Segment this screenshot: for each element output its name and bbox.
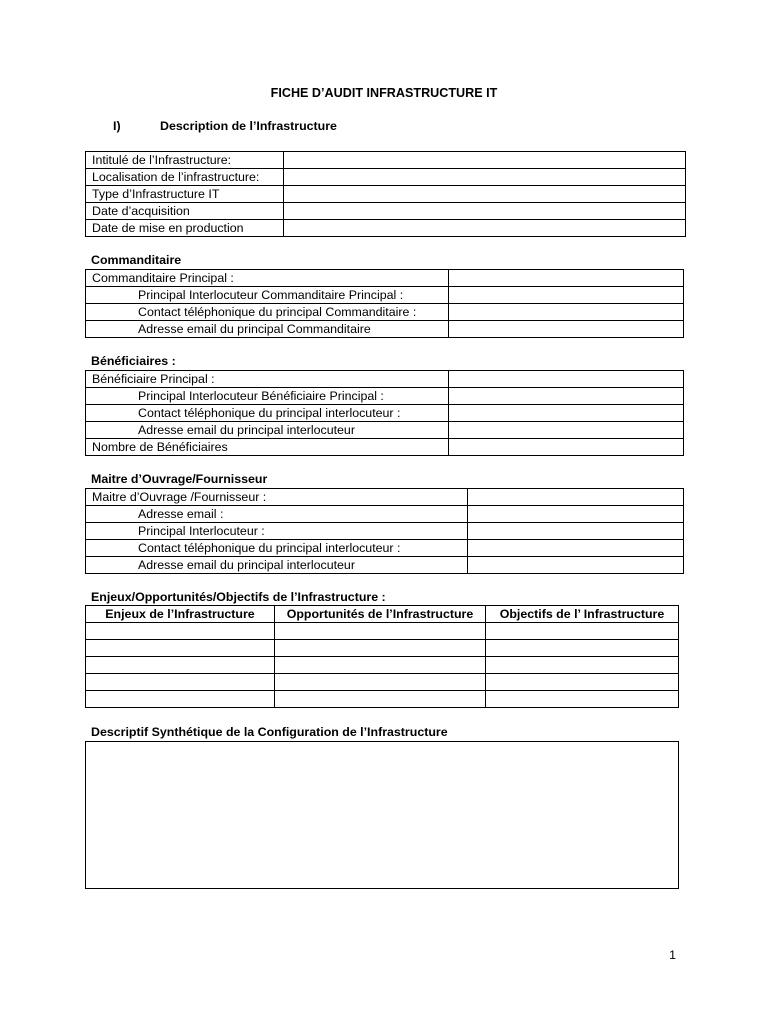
value-cell[interactable]: [284, 186, 686, 203]
table-row: [86, 523, 684, 540]
section-title: Description de l’Infrastructure: [160, 119, 337, 133]
beneficiaires-table: [85, 370, 684, 456]
row-label: Commanditaire Principal :: [86, 270, 449, 287]
row-label: Date d’acquisition: [86, 203, 284, 220]
table-row: [86, 489, 684, 506]
row-label: Adresse email du principal Commanditaire: [86, 321, 449, 338]
row-label: Principal Interlocuteur :: [86, 523, 468, 540]
page-number: 1: [669, 948, 676, 962]
value-cell[interactable]: [468, 557, 684, 574]
row-label: Date de mise en production: [86, 220, 284, 237]
column-header-opportunites: Opportunités de l’Infrastructure: [275, 606, 486, 623]
beneficiaires-heading: Bénéficiaires :: [91, 354, 176, 368]
column-header-objectifs: Objectifs de l’ Infrastructure: [486, 606, 679, 623]
table-cell[interactable]: [86, 674, 275, 691]
value-cell[interactable]: [468, 489, 684, 506]
table-row: [86, 169, 686, 186]
table-row: [86, 388, 684, 405]
table-row: [86, 540, 684, 557]
infrastructure-table: [85, 151, 686, 237]
table-cell[interactable]: [486, 640, 679, 657]
value-cell[interactable]: [468, 523, 684, 540]
row-label: Type d’Infrastructure IT: [86, 186, 284, 203]
table-row: [86, 287, 684, 304]
moa-heading: Maitre d’Ouvrage/Fournisseur: [91, 472, 268, 486]
row-label: Intitulé de l’Infrastructure:: [86, 152, 284, 169]
table-row: [86, 405, 684, 422]
row-label: Principal Interlocuteur Bénéficiaire Principal :: [86, 388, 449, 405]
table-cell[interactable]: [486, 623, 679, 640]
enjeux-heading: Enjeux/Opportunités/Objectifs de l’Infrastructure :: [91, 590, 386, 604]
table-row: [86, 220, 686, 237]
value-cell[interactable]: [449, 405, 684, 422]
table-row: [86, 203, 686, 220]
table-row: [86, 674, 679, 691]
table-cell[interactable]: [486, 691, 679, 708]
row-label: Adresse email :: [86, 506, 468, 523]
section-number: I): [113, 119, 121, 133]
row-label: Contact téléphonique du principal interlocuteur :: [86, 540, 468, 557]
commanditaire-heading: Commanditaire: [91, 253, 182, 267]
table-row: [86, 371, 684, 388]
table-cell[interactable]: [86, 691, 275, 708]
row-label: Adresse email du principal interlocuteur: [86, 557, 468, 574]
row-label: Maitre d’Ouvrage /Fournisseur :: [86, 489, 468, 506]
row-label: Contact téléphonique du principal interlocuteur :: [86, 405, 449, 422]
table-row: [86, 623, 679, 640]
table-row: [86, 270, 684, 287]
row-label: Localisation de l’infrastructure:: [86, 169, 284, 186]
value-cell[interactable]: [449, 388, 684, 405]
value-cell[interactable]: [449, 287, 684, 304]
table-cell[interactable]: [275, 640, 486, 657]
table-row: [86, 557, 684, 574]
descriptif-heading: Descriptif Synthétique de la Configuration de l’Infrastructure: [91, 725, 448, 739]
value-cell[interactable]: [284, 169, 686, 186]
table-cell[interactable]: [486, 657, 679, 674]
table-cell[interactable]: [275, 674, 486, 691]
value-cell[interactable]: [449, 270, 684, 287]
moa-table: [85, 488, 684, 574]
table-row: [86, 640, 679, 657]
table-cell[interactable]: [275, 657, 486, 674]
table-cell[interactable]: [86, 640, 275, 657]
row-label: Bénéficiaire Principal :: [86, 371, 449, 388]
table-cell[interactable]: [275, 691, 486, 708]
commanditaire-table: [85, 269, 684, 338]
table-cell[interactable]: [275, 623, 486, 640]
descriptif-textbox[interactable]: [85, 741, 679, 889]
table-row: [86, 422, 684, 439]
value-cell[interactable]: [468, 540, 684, 557]
row-label: Principal Interlocuteur Commanditaire Principal :: [86, 287, 449, 304]
table-cell[interactable]: [86, 657, 275, 674]
document-title: FICHE D’AUDIT INFRASTRUCTURE IT: [270, 86, 498, 100]
table-cell[interactable]: [486, 674, 679, 691]
column-header-enjeux: Enjeux de l’Infrastructure: [86, 606, 275, 623]
value-cell[interactable]: [284, 220, 686, 237]
table-row: [86, 691, 679, 708]
row-label: Contact téléphonique du principal Commanditaire :: [86, 304, 449, 321]
value-cell[interactable]: [449, 321, 684, 338]
row-label: Nombre de Bénéficiaires: [86, 439, 449, 456]
row-label: Adresse email du principal interlocuteur: [86, 422, 449, 439]
table-row: [86, 186, 686, 203]
value-cell[interactable]: [449, 439, 684, 456]
enjeux-table: [85, 605, 679, 708]
value-cell[interactable]: [468, 506, 684, 523]
table-header-row: [86, 606, 679, 623]
table-cell[interactable]: [86, 623, 275, 640]
table-row: [86, 439, 684, 456]
table-row: [86, 506, 684, 523]
value-cell[interactable]: [284, 203, 686, 220]
table-row: [86, 657, 679, 674]
table-row: [86, 304, 684, 321]
value-cell[interactable]: [284, 152, 686, 169]
value-cell[interactable]: [449, 371, 684, 388]
value-cell[interactable]: [449, 304, 684, 321]
table-row: [86, 321, 684, 338]
table-row: [86, 152, 686, 169]
value-cell[interactable]: [449, 422, 684, 439]
